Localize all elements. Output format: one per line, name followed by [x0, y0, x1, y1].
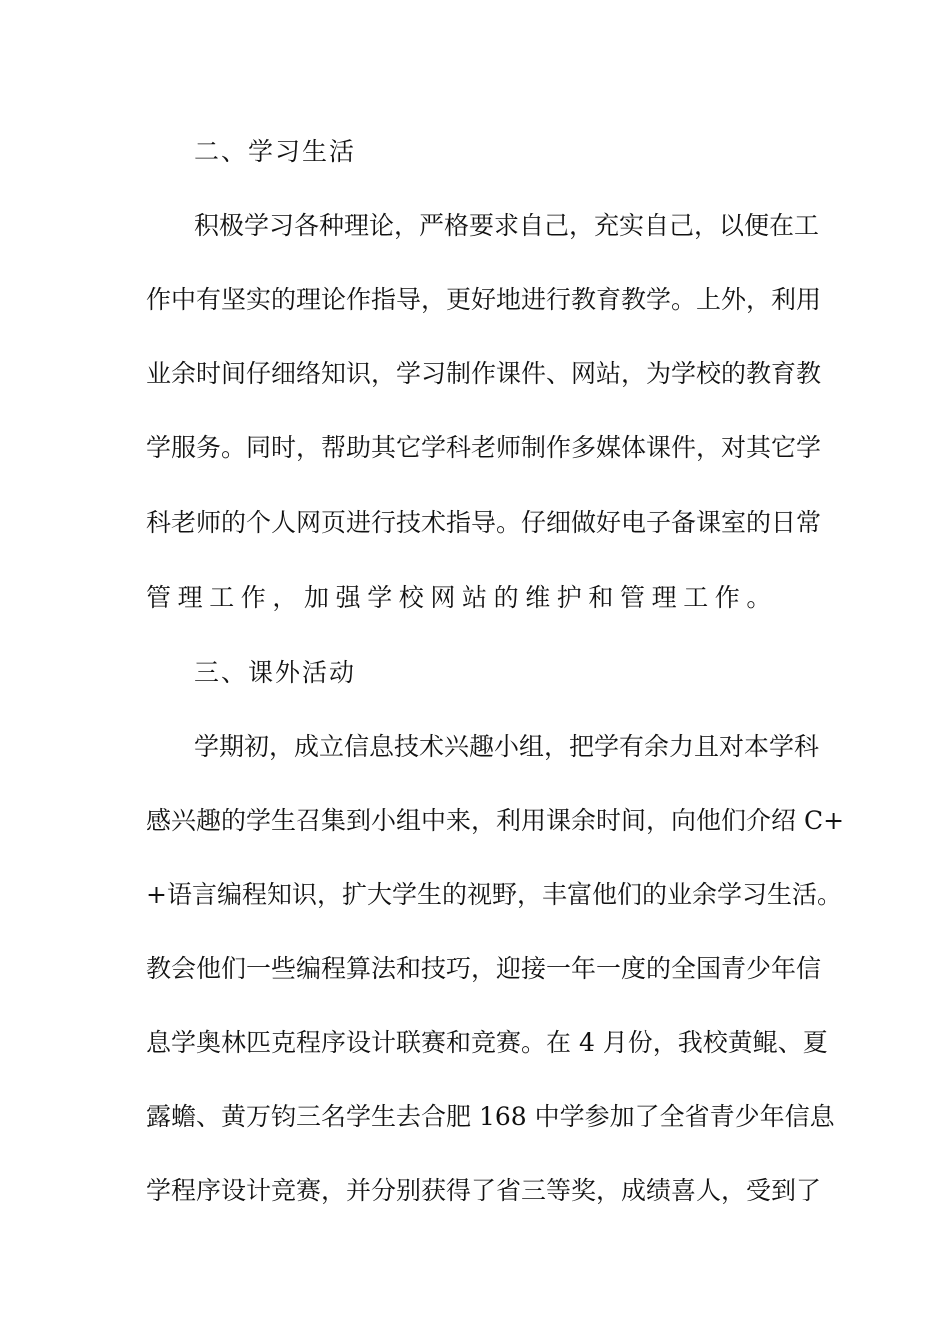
- paragraph-line: 露蟾、黄万钧三名学生去合肥 168 中学参加了全省青少年信息: [146, 1102, 835, 1131]
- paragraph-line: 业余时间仔细络知识，学习制作课件、网站，为学校的教育教: [146, 359, 822, 388]
- paragraph-line: 科老师的个人网页进行技术指导。仔细做好电子备课室的日常: [146, 508, 822, 537]
- paragraph-line: 积极学习各种理论，严格要求自己，充实自己，以便在工: [194, 211, 820, 240]
- paragraph-line: 管理工作，加强学校网站的维护和管理工作。: [146, 583, 779, 612]
- paragraph-line: +语言编程知识，扩大学生的视野，丰富他们的业余学习生活。: [146, 880, 842, 909]
- paragraph-line: 学服务。同时，帮助其它学科老师制作多媒体课件，对其它学: [146, 433, 822, 462]
- paragraph-line: 学期初，成立信息技术兴趣小组，把学有余力且对本学科: [194, 732, 820, 761]
- section-heading-extracurricular: 三、课外活动: [194, 658, 357, 687]
- paragraph-line: 感兴趣的学生召集到小组中来，利用课余时间，向他们介绍 C+: [146, 806, 845, 835]
- section-heading-study-life: 二、学习生活: [194, 137, 357, 166]
- paragraph-line: 息学奥林匹克程序设计联赛和竞赛。在 4 月份，我校黄鲲、夏: [146, 1028, 828, 1057]
- paragraph-line: 教会他们一些编程算法和技巧，迎接一年一度的全国青少年信: [146, 954, 822, 983]
- paragraph-line: 学程序设计竞赛，并分别获得了省三等奖，成绩喜人，受到了: [146, 1176, 822, 1205]
- paragraph-line: 作中有坚实的理论作指导，更好地进行教育教学。上外，利用: [146, 285, 822, 314]
